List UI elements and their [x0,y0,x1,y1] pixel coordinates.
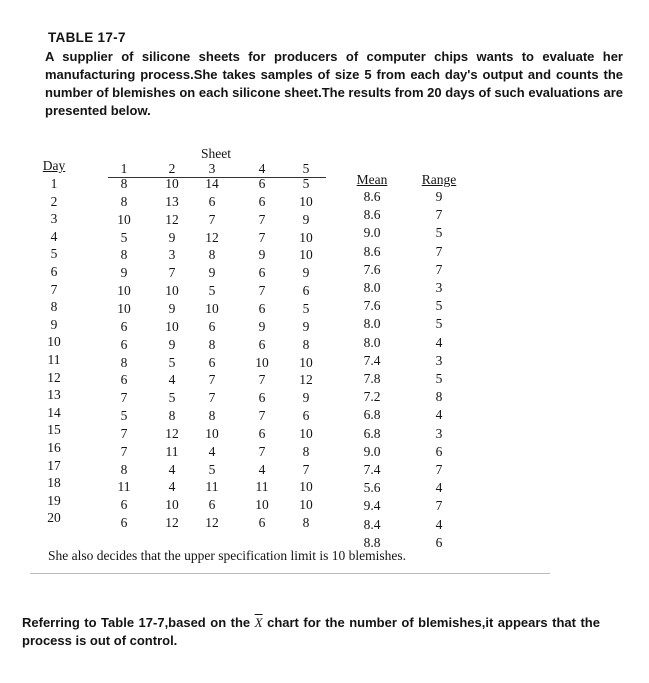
table-cell: 5 [302,300,310,316]
column-header: 2 [168,161,176,176]
table-cell: 7 [50,281,58,297]
table-cell: 8 [120,461,128,477]
table-cell: 6 [435,443,443,459]
table-cell: 3 [435,352,443,368]
sheet-group-header: Sheet [201,146,231,161]
table-cell: 7 [168,265,176,281]
table-cell: 5 [302,176,310,191]
table-cell: 9.4 [363,498,381,514]
table-cell: 11 [205,479,219,495]
table-cell: 12 [299,372,313,388]
table-cell: 9 [120,265,128,281]
table-cell: 10 [47,334,61,350]
table-cell: 6 [208,354,216,370]
table-cell: 5 [168,354,176,370]
table-cell: 6 [302,408,310,424]
table-cell: 13 [165,193,179,209]
table-cell: 15 [47,422,61,438]
table-cell: 4 [208,443,216,459]
table-cell: 6 [208,193,216,209]
table-cell: 4 [435,516,443,532]
table-cell: 6 [50,264,58,279]
table-cell: 7.4 [363,352,381,368]
footnote: She also decides that the upper specification limit is 10 blemishes. [48,548,407,563]
table-cell: 9 [168,336,176,352]
table-cell: 10 [299,425,313,441]
table-cell: 9 [168,300,176,316]
table-cell: 8 [120,193,128,209]
table-cell: 12 [165,425,179,441]
table-cell: 5 [435,298,443,314]
table-cell: 6 [120,515,128,531]
column-header: Range [421,172,457,187]
table-cell: 6.8 [363,407,381,423]
table-cell: 8 [168,408,176,424]
column-header: 4 [258,161,266,176]
table-cell: 9 [435,189,443,204]
table-cell: 10 [299,229,313,245]
divider [30,573,550,574]
table-cell: 7.6 [363,298,381,314]
table-cell: 13 [47,387,61,403]
table-cell: 8 [302,443,310,459]
table-cell: 7 [302,461,310,477]
table-cell: 9 [50,316,58,332]
table-cell: 9 [302,318,310,334]
table-cell: 9.0 [363,443,381,459]
table-cell: 6 [258,176,266,191]
table-cell: 6 [208,318,216,334]
table-cell: 14 [47,404,61,420]
table-cell: 3 [50,211,58,227]
table-cell: 20 [47,510,61,526]
table-cell: 7 [120,390,128,406]
table-cell: 8.8 [363,534,381,550]
column-header: Mean [356,172,388,187]
table-cell: 11 [47,352,61,367]
table-cell: 7 [435,498,443,514]
table-cell: 8.0 [363,334,381,350]
table-cell: 5 [208,283,216,299]
table-cell: 4 [258,461,266,477]
table-cell: 6 [120,372,128,388]
table-cell: 7 [435,207,443,223]
table-title: TABLE 17-7 [48,30,126,45]
table-cell: 9 [168,229,176,245]
table-cell: 9.0 [363,225,381,241]
table-cell: 6 [258,336,266,352]
table-cell: 8 [120,176,128,191]
table-cell: 19 [47,492,61,508]
table-cell: 16 [47,440,61,455]
table-cell: 4 [435,480,443,496]
table-cell: 5 [168,390,176,406]
table-cell: 8 [208,336,216,352]
table-cell: 6 [435,534,443,550]
table-cell: 11 [117,479,131,495]
table-cell: 14 [205,176,219,191]
column-header: 3 [208,161,216,176]
table-cell: 7 [208,390,216,406]
table-cell: 8.6 [363,207,381,223]
table-cell: 1 [50,176,58,191]
table-cell: 5 [435,316,443,332]
table-cell: 6 [258,193,266,209]
table-cell: 8 [208,247,216,263]
table-cell: 12 [205,515,219,531]
x-bar-symbol: $\overline{X}$ [254,615,263,630]
table-cell: 6 [258,515,266,531]
table-cell: 6.8 [363,425,381,441]
table-cell: 10 [255,354,269,370]
table-cell: 8.6 [363,243,381,259]
table-cell: 9 [258,247,266,263]
table-cell: 10 [299,497,313,513]
table-cell: 7 [258,372,266,388]
table-cell: 7.8 [363,371,381,386]
table-cell: 7.2 [363,389,381,405]
table-cell: 6 [302,283,310,299]
table-cell: 10 [299,193,313,209]
table-cell: 4 [50,228,58,244]
table-cell: 7 [435,462,443,477]
table-cell: 8 [50,299,58,315]
table-cell: 4 [435,407,443,423]
table-cell: 7 [120,425,128,441]
table-cell: 11 [255,479,269,495]
question-text-before: Referring to Table 17-7,based on the [22,615,251,630]
table-cell: 10 [205,300,219,316]
table-cell: 10 [299,479,313,495]
table-cell: 7 [258,443,266,459]
column-header: 5 [302,161,310,176]
table-cell: 7 [258,408,266,424]
table-cell: 10 [117,283,131,299]
table-cell: 7.6 [363,261,381,277]
table-cell: 5.6 [363,480,381,496]
table-cell: 10 [205,425,219,441]
table-cell: 12 [47,369,61,385]
table-cell: 9 [208,265,216,281]
table-cell: 12 [165,515,179,531]
table-cell: 9 [302,265,310,281]
table-cell: 9 [302,211,310,227]
table-cell: 10 [165,283,179,299]
table-cell: 6 [120,336,128,352]
table-cell: 4 [168,372,176,388]
table-cell: 8 [302,515,310,531]
table-cell: 8 [120,247,128,263]
table-cell: 10 [165,318,179,334]
data-table [42,146,484,550]
table-cell: 7 [435,261,443,277]
table-cell: 6 [258,390,266,406]
table-cell: 7 [208,372,216,388]
table-cell: 7 [208,211,216,227]
table-cell: 5 [435,225,443,241]
table-cell: 18 [47,475,61,491]
table-cell: 3 [435,280,443,295]
question-paragraph [22,614,600,650]
table-cell: 5 [208,461,216,477]
table-cell: 7 [120,443,128,459]
table-cell: 10 [255,497,269,513]
table-cell: 9 [302,390,310,406]
table-cell: 4 [435,334,443,350]
table-cell: 12 [165,211,179,227]
table-cell: 7 [258,283,266,299]
table-cell: 7 [435,243,443,259]
table-cell: 4 [168,461,176,477]
table-cell: 10 [117,300,131,316]
table-cell: 10 [299,247,313,263]
table-cell: 6 [120,318,128,334]
table-cell: 8.6 [363,189,381,204]
table-cell: 6 [258,300,266,316]
table-cell: 3 [435,425,443,441]
table-cell: 10 [299,354,313,370]
column-header: Day [42,158,66,173]
table-cell: 8 [302,336,310,352]
table-cell: 8 [208,408,216,424]
table-cell: 5 [50,246,58,262]
table-cell: 8.4 [363,516,381,532]
table-cell: 9 [258,318,266,334]
table-cell: 7 [258,211,266,227]
table-cell: 5 [435,371,443,386]
intro-paragraph: A supplier of silicone sheets for producers of computer chips wants to evaluate her manufacturing process.She takes samples of size 5 from each day's output and counts the number of blemishes on each silicone sheet.The results from 20 days of such evaluations are presented below. [45,49,623,118]
table-cell: 6 [120,497,128,513]
table-cell: 8.0 [363,316,381,332]
table-cell: 10 [165,497,179,513]
table-cell: 6 [258,425,266,441]
table-cell: 10 [117,211,131,227]
table-cell: 8.0 [363,280,381,295]
table-cell: 10 [165,176,179,191]
table-cell: 7.4 [363,462,381,477]
table-cell: 4 [168,479,176,495]
table-cell: 12 [205,229,219,245]
table-cell: 7 [258,229,266,245]
table-cell: 5 [120,408,128,424]
table-cell: 3 [168,247,176,263]
table-cell: 6 [208,497,216,513]
question-text-after: chart for the number of blemishes,it appears that the process is out of control. [22,615,600,648]
table-cell: 17 [47,457,61,473]
table-cell: 5 [120,229,128,245]
column-header: 1 [120,161,128,176]
table-cell: 6 [258,265,266,281]
table-cell: 11 [165,443,179,459]
table-cell: 8 [120,354,128,370]
table-cell: 8 [435,389,443,405]
table-cell: 2 [50,193,58,209]
